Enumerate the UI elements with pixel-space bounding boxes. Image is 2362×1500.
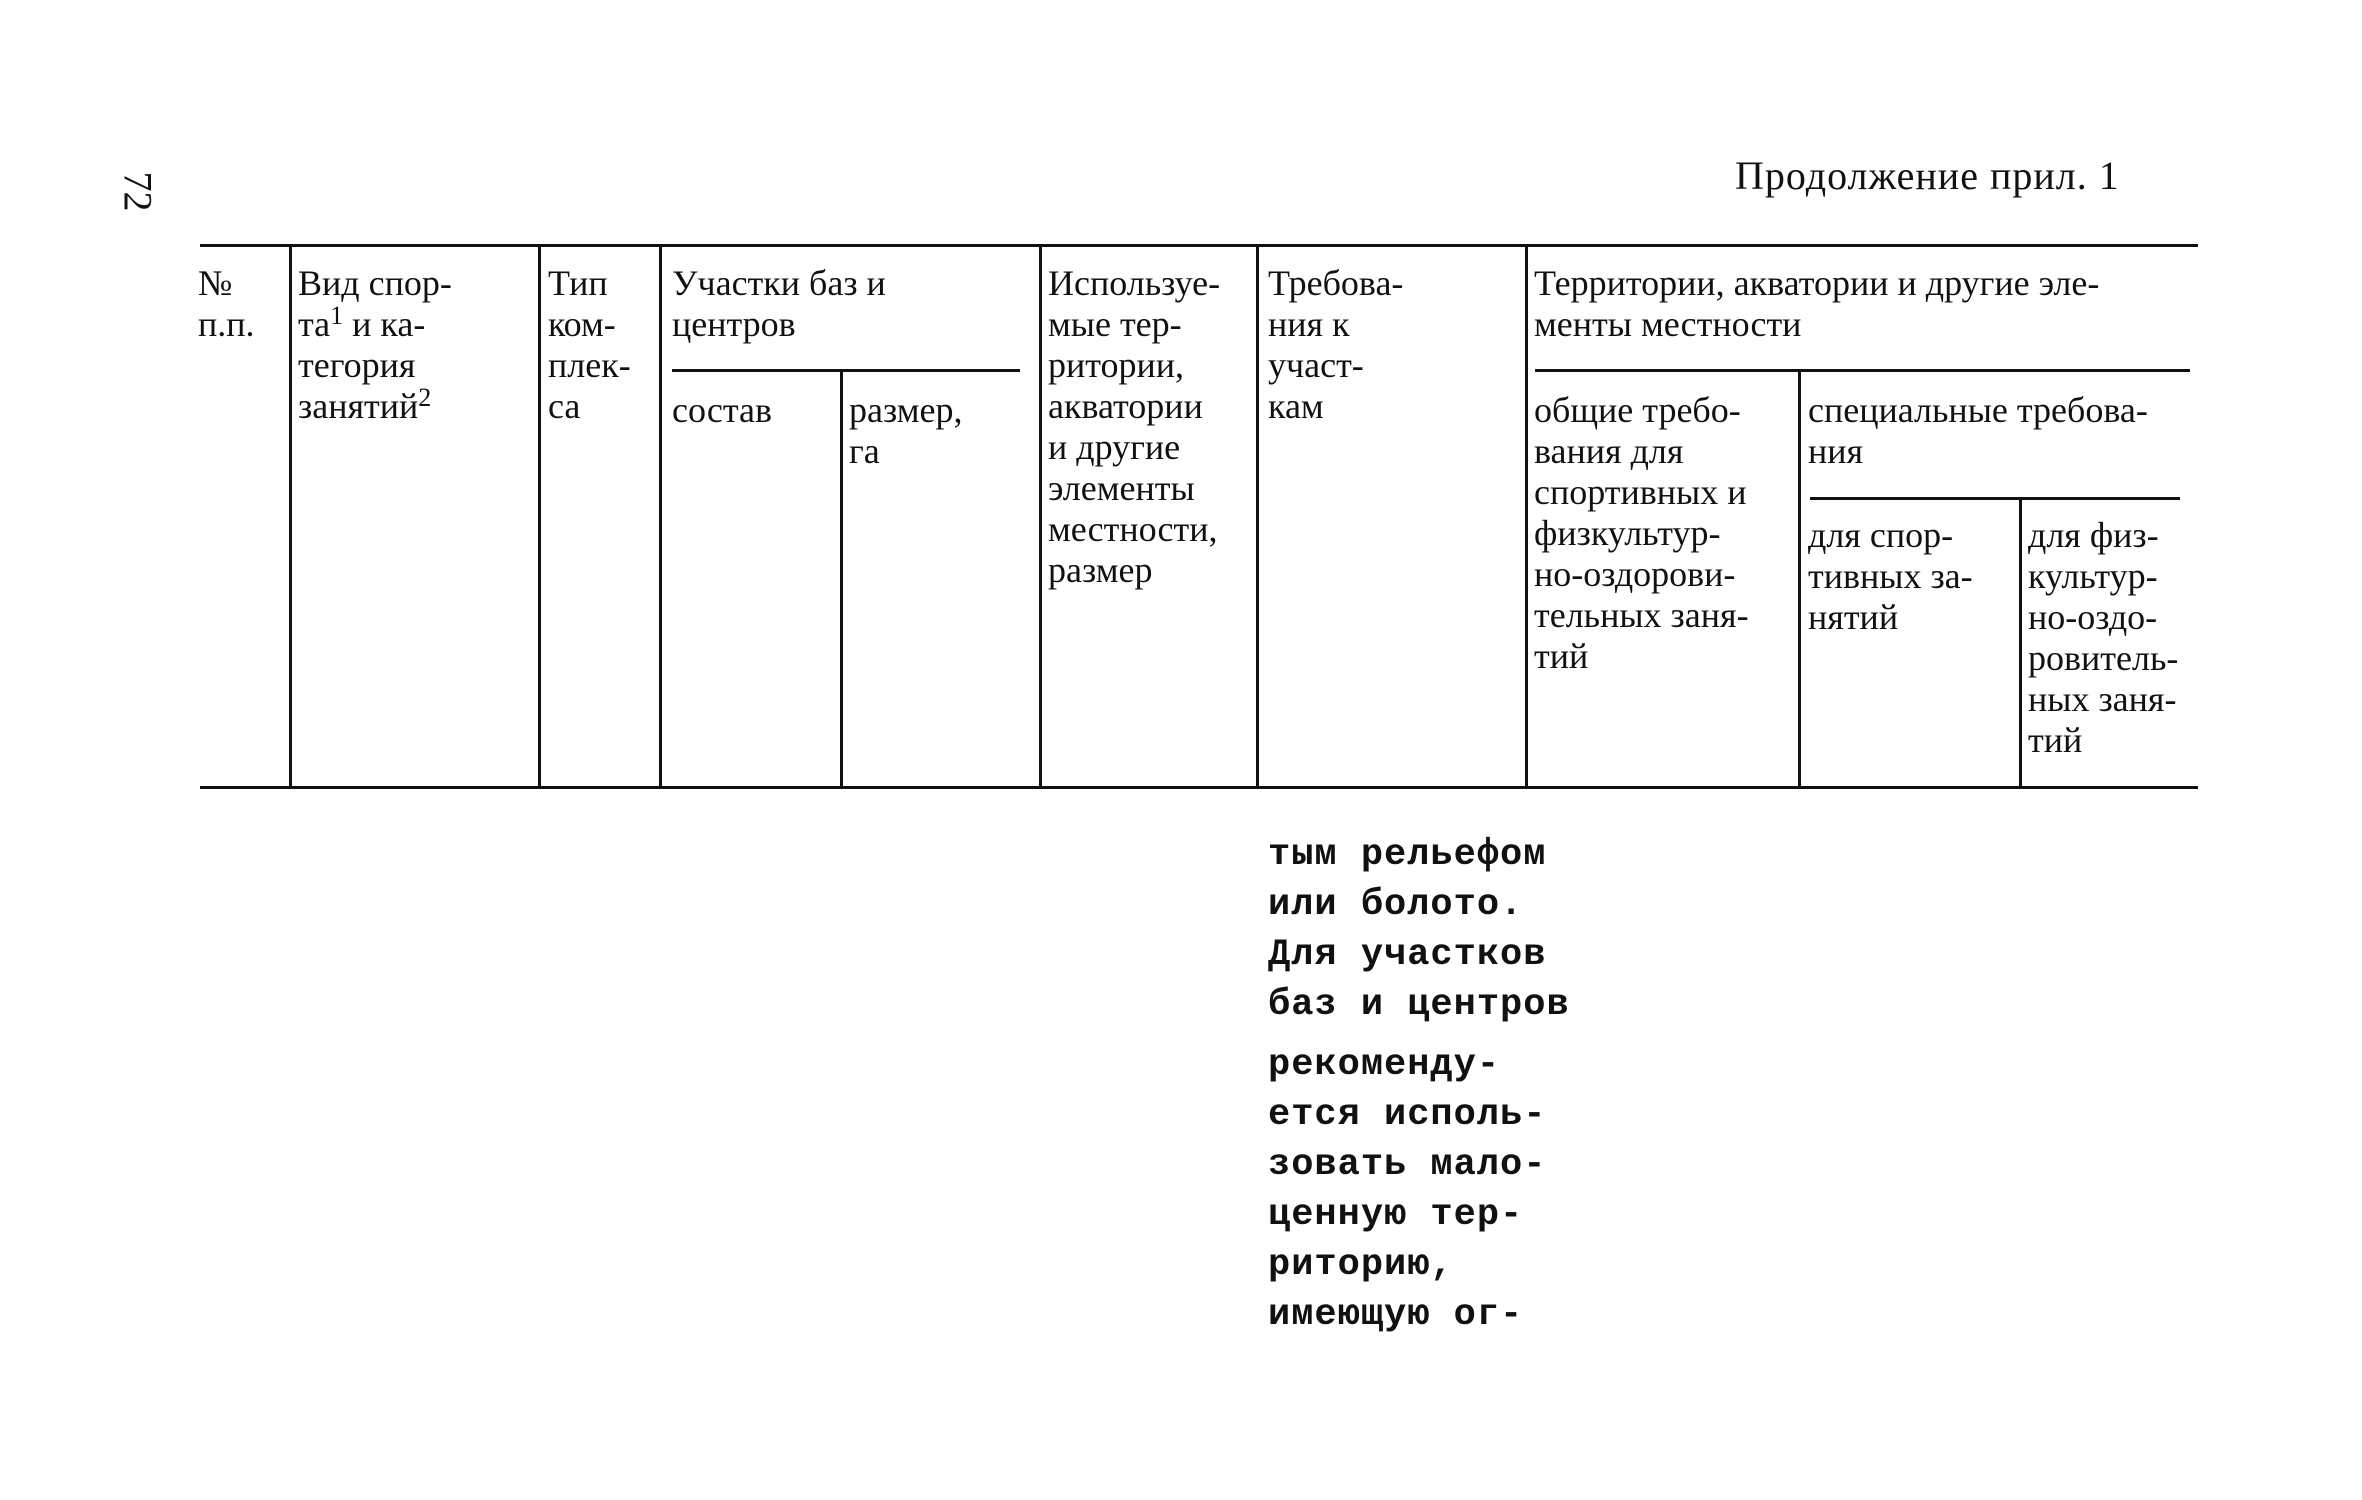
sites-subheader-rule	[672, 369, 1020, 372]
header-sport-type: Вид спор- $та^1$ и ка- тегория занятий$^2$	[298, 263, 452, 426]
body-line: ценную тер-	[1268, 1194, 1524, 1236]
body-line: рекоменду-	[1268, 1044, 1501, 1086]
col-divider-7	[1525, 244, 1528, 789]
territories-subheader-rule	[1535, 369, 2190, 372]
col-divider-8	[1798, 369, 1801, 789]
col-divider-1	[289, 244, 292, 789]
table-bottom-rule	[200, 786, 2198, 789]
header-site-requirements: Требова- ния к участ- кам	[1268, 263, 1404, 426]
col-divider-3	[659, 244, 662, 789]
continuation-label: Продолжение прил. 1	[1735, 153, 2120, 198]
header-special-sport: для спор- тивных за- нятий	[1808, 515, 1973, 637]
header-territories: Территории, акватории и другие эле- менты местности	[1534, 263, 2100, 344]
body-line: баз и центров	[1268, 984, 1570, 1026]
col-divider-5	[1039, 244, 1042, 789]
footnote-2: 2	[418, 383, 432, 412]
header-special-requirements: специальные требова- ния	[1808, 390, 2148, 471]
body-line: Для участков	[1268, 934, 1547, 976]
col-divider-9	[2019, 497, 2022, 789]
table-top-rule	[200, 244, 2198, 247]
body-line: или болото.	[1268, 884, 1524, 926]
header-sites: Участки баз и центров	[672, 263, 886, 344]
footnote-1: 1	[330, 301, 344, 330]
col-divider-4	[840, 369, 843, 789]
body-line: имеющую ог-	[1268, 1294, 1524, 1336]
header-special-fitness: для физ- культур- но-оздо- ровитель- ных заня- тий	[2028, 515, 2179, 760]
page-number: 72	[115, 171, 161, 212]
body-line: тым рельефом	[1268, 834, 1547, 876]
body-line: ется исполь-	[1268, 1094, 1547, 1136]
col-divider-2	[538, 244, 541, 789]
header-sites-size: размер, га	[849, 390, 963, 471]
header-general-requirements: общие требо- вания для спортивных и физкультур- но-оздорови- тельных заня- тий	[1534, 390, 1749, 676]
header-used-territories: Используе- мые тер- ритории, акватории и другие элементы местности, размер	[1048, 263, 1221, 590]
header-complex-type: Тип ком- плек- са	[548, 263, 631, 426]
body-line: зовать мало-	[1268, 1144, 1547, 1186]
special-subheader-rule	[1810, 497, 2180, 500]
col-divider-6	[1256, 244, 1259, 789]
body-line: риторию,	[1268, 1244, 1454, 1286]
header-number: № п.п.	[198, 263, 255, 344]
header-sites-composition: состав	[672, 390, 773, 430]
requirements-body-text	[1268, 830, 1570, 1340]
